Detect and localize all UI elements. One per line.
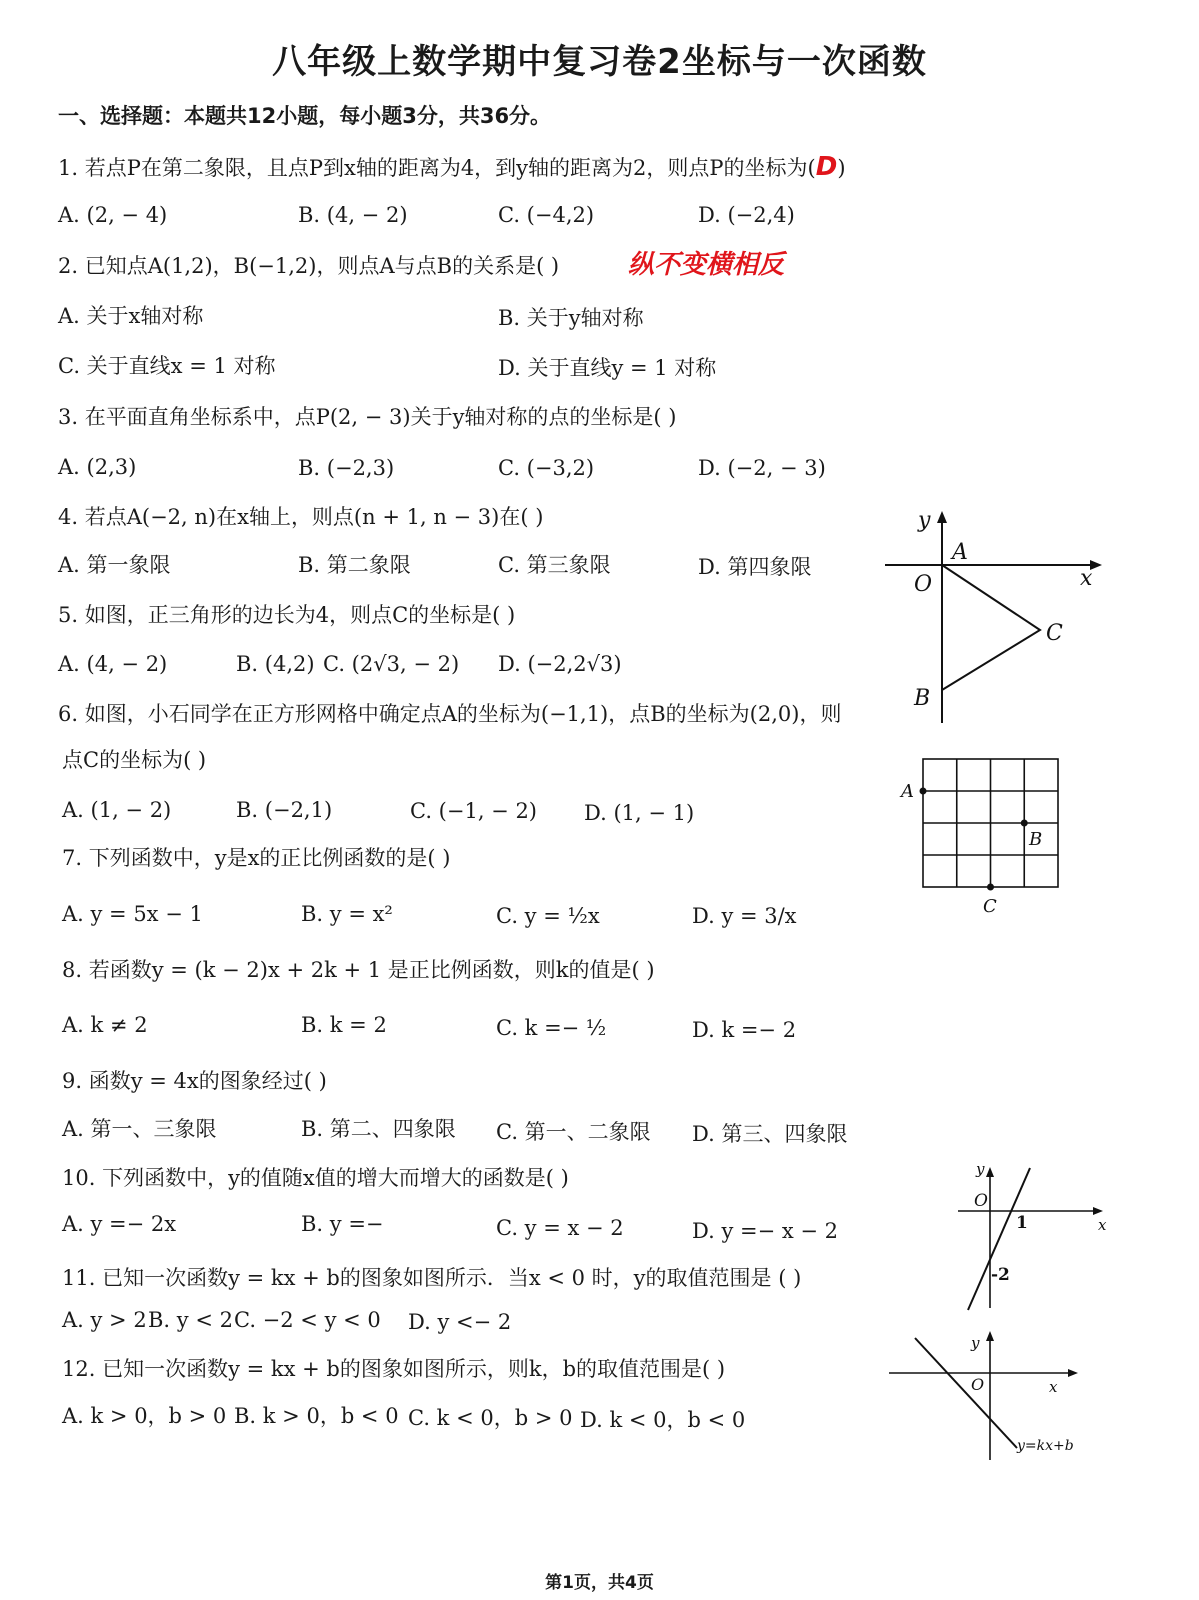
question-10-stem: 10. 下列函数中，y的值随x值的增大而增大的函数是( ) [62,1166,569,1190]
q7-option-b: B. y = x² [301,902,393,926]
q10-option-d: D. y =− x − 2 [692,1219,838,1243]
handwritten-answer: D [815,152,838,182]
q12-option-a: A. k > 0，b > 0 [62,1404,227,1428]
q11-option-b: B. y < 2 [148,1308,233,1332]
figure-line-q12 [885,1328,1090,1463]
q2-option-d: D. 关于直线y = 1 对称 [498,356,717,380]
question-3-stem: 3. 在平面直角坐标系中，点P(2, − 3)关于y轴对称的点的坐标是( ) [58,405,677,429]
q9-option-a: A. 第一、三象限 [62,1117,217,1141]
q6-option-b: B. (−2,1) [236,798,333,822]
fig5-point-b: B [914,686,931,711]
fig11-y-intercept: -2 [991,1265,1010,1285]
question-11-stem: 11. 已知一次函数y = kx + b的图象如图所示．当x < 0 时，y的取值范围是 ( ) [62,1266,802,1290]
q4-option-a: A. 第一象限 [58,553,171,577]
triangle-sides [942,565,1040,690]
q7-option-d: D. y = 3/x [692,904,797,928]
q6-option-d: D. (1, − 1) [584,801,695,825]
q12-option-c: C. k < 0，b > 0 [408,1406,573,1430]
q3-option-c: C. (−3,2) [498,456,595,480]
fig12-origin-label: O [971,1375,985,1394]
q5-option-c: C. (2√3, − 2) [323,652,460,676]
question-12-stem: 12. 已知一次函数y = kx + b的图象如图所示，则k，b的取值范围是( ) [62,1357,726,1381]
q11-option-d: D. y <− 2 [408,1310,512,1334]
q8-option-c: C. k =− ½ [496,1016,607,1040]
x-axis-arrow [1068,1369,1078,1377]
fig11-x-label: x [1098,1216,1107,1234]
figure-triangle [880,505,1110,725]
q1-option-b: B. (4, − 2) [298,203,408,227]
figure-grid [895,755,1070,920]
q11-option-a: A. y > 2 [62,1308,147,1332]
q2-option-b: B. 关于y轴对称 [498,306,644,330]
grid-point-b [1021,820,1028,827]
q8-option-b: B. k = 2 [301,1013,387,1037]
y-axis-arrow [937,511,947,523]
fig6-label-c: C [983,896,997,917]
y-axis-arrow [986,1331,994,1341]
q3-option-a: A. (2,3) [58,455,137,479]
q8-option-d: D. k =− 2 [692,1018,797,1042]
q12-option-d: D. k < 0，b < 0 [580,1408,746,1432]
function-line [968,1168,1030,1310]
fig5-origin-label: O [914,572,933,597]
question-6-stem: 6. 如图，小石同学在正方形网格中确定点A的坐标为(−1,1)，点B的坐标为(2,0)，则 [58,702,842,726]
function-line [915,1338,1017,1448]
q4-option-c: C. 第三象限 [498,553,611,577]
question-8-stem: 8. 若函数y = (k − 2)x + 2k + 1 是正比例函数，则k的值是( ) [62,958,655,982]
q6-option-c: C. (−1, − 2) [410,799,537,823]
q4-option-d: D. 第四象限 [698,555,812,579]
q10-option-a: A. y =− 2x [62,1212,177,1236]
q9-option-b: B. 第二、四象限 [301,1117,456,1141]
q1-option-c: C. (−4,2) [498,203,595,227]
question-1-stem [58,152,846,183]
figure-line-q11 [950,1158,1120,1318]
q2-option-a: A. 关于x轴对称 [58,304,204,328]
y-axis-arrow [986,1167,994,1177]
q3-option-d: D. (−2, − 3) [698,456,826,480]
q10-option-c: C. y = x − 2 [496,1216,624,1240]
q1-option-d: D. (−2,4) [698,203,795,227]
section-heading: 一、选择题：本题共12小题，每小题3分，共36分。 [58,104,552,128]
question-2-stem: 2. 已知点A(1,2)，B(−1,2)，则点A与点B的关系是( ) [58,254,560,278]
q1-option-a: A. (2, − 4) [58,203,168,227]
fig5-x-label: x [1080,566,1093,591]
fig12-x-label: x [1049,1378,1058,1396]
fig12-y-label: y [971,1334,980,1352]
q10-option-b: B. y =− [301,1212,384,1236]
fig5-point-a: A [952,540,968,565]
fig5-y-label: y [918,508,931,533]
question-1-text: 1. 若点P在第二象限，且点P到x轴的距离为4，到y轴的距离为2，则点P的坐标为( [58,156,816,180]
q4-option-b: B. 第二象限 [298,553,411,577]
fig6-label-b: B [1029,829,1043,850]
question-6-stem-line2: 点C的坐标为( ) [62,748,207,772]
q3-option-b: B. (−2,3) [298,456,395,480]
question-9-stem: 9. 函数y = 4x的图象经过( ) [62,1069,327,1093]
q9-option-c: C. 第一、二象限 [496,1120,651,1144]
grid-point-c [987,884,994,891]
fig5-point-c: C [1046,621,1063,646]
x-axis-arrow [1093,1207,1103,1215]
q6-option-a: A. (1, − 2) [62,798,172,822]
fig11-x-intercept: 1 [1016,1213,1028,1233]
fig11-origin-label: O [974,1191,988,1211]
fig11-y-label: y [976,1160,985,1178]
q5-option-d: D. (−2,2√3) [498,652,622,676]
grid-point-a [920,788,927,795]
page-title: 八年级上数学期中复习卷2坐标与一次函数 [272,42,927,82]
question-1-close: ) [837,156,846,180]
q12-option-b: B. k > 0，b < 0 [234,1404,399,1428]
grid-lines [923,759,1058,887]
q11-option-c: C. −2 < y < 0 [234,1308,381,1332]
q2-option-c: C. 关于直线x = 1 对称 [58,354,276,378]
q5-option-b: B. (4,2) [236,652,315,676]
fig6-label-a: A [901,781,914,802]
page-footer: 第1页，共4页 [545,1573,654,1593]
q9-option-d: D. 第三、四象限 [692,1122,848,1146]
question-4-stem: 4. 若点A(−2, n)在x轴上，则点(n + 1, n − 3)在( ) [58,505,544,529]
fig12-line-label: y=kx+b [1017,1438,1074,1454]
question-7-stem: 7. 下列函数中，y是x的正比例函数的是( ) [62,846,451,870]
question-5-stem: 5. 如图，正三角形的边长为4，则点C的坐标是( ) [58,603,516,627]
q7-option-c: C. y = ½x [496,904,600,928]
q7-option-a: A. y = 5x − 1 [62,902,203,926]
q8-option-a: A. k ≠ 2 [62,1013,148,1037]
handwritten-note: 纵不变横相反 [628,250,785,280]
q5-option-a: A. (4, − 2) [58,652,168,676]
